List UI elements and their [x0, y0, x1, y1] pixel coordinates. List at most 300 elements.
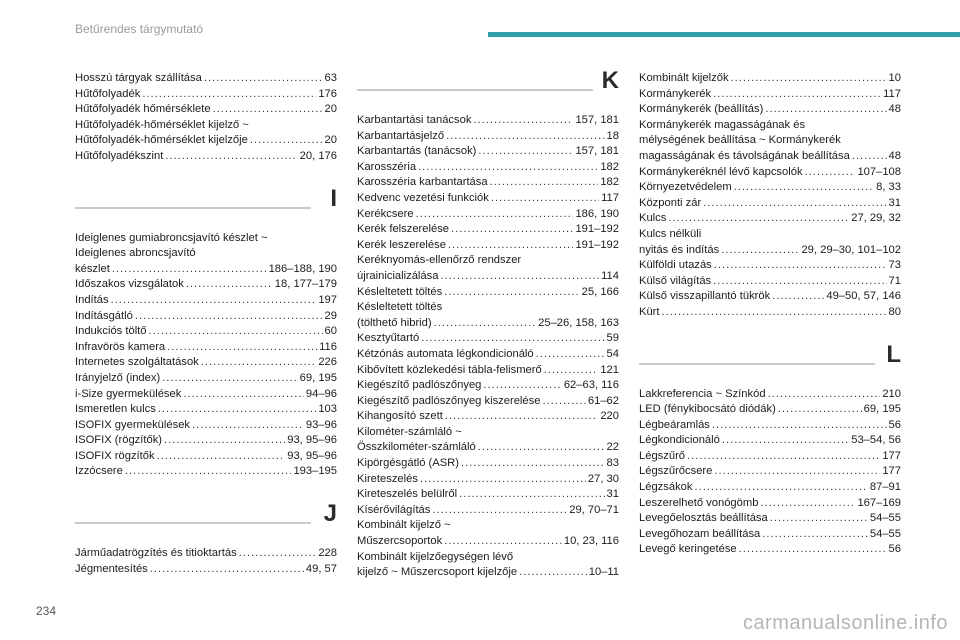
index-entry-name: Indukciós töltő [75, 325, 147, 338]
index-entry-name: kijelző ~ Műszercsoport kijelzője [357, 566, 518, 579]
dot-leader [250, 133, 323, 149]
index-entry-name: Internetes szolgáltatások [75, 356, 199, 369]
index-block [75, 231, 337, 481]
index-entry [357, 503, 619, 519]
dot-leader [213, 102, 323, 118]
index-entry [639, 87, 901, 103]
dot-leader [434, 316, 537, 332]
index-entry-pages: 54 [606, 347, 619, 360]
index-entry [639, 196, 901, 212]
dot-leader [445, 409, 599, 425]
dot-leader [111, 293, 317, 309]
index-entry [357, 487, 619, 503]
index-entry [357, 222, 619, 238]
dot-leader [478, 440, 605, 456]
index-entry-name: Karbantartás (tanácsok) [357, 145, 477, 158]
index-entry [357, 456, 619, 472]
index-entry-pages: 193–195 [293, 465, 337, 478]
index-entry-text-line: Keréknyomás-ellenőrző rendszer [357, 254, 522, 267]
index-entry-name: ISOFIX gyermekülések [75, 418, 191, 431]
index-entry-pages: 20, 176 [299, 149, 337, 162]
index-entry-pages: 80 [888, 305, 901, 318]
index-entry [639, 258, 901, 274]
letter-section-header [357, 67, 619, 103]
index-entry-name: Külső világítás [639, 274, 712, 287]
index-entry-pages: 177 [882, 465, 901, 478]
index-entry-pages: 226 [318, 356, 337, 369]
index-entry [75, 102, 337, 118]
dot-leader [542, 394, 585, 410]
index-entry [639, 274, 901, 290]
index-entry-name: Összkilométer-számláló [357, 441, 476, 454]
index-entry-pages: 48 [888, 103, 901, 116]
index-entry-pages: 69, 195 [299, 371, 337, 384]
index-entry [357, 144, 619, 160]
index-entry-name: Légkondicionáló [639, 434, 720, 447]
dot-leader [158, 402, 317, 418]
index-entry-pages: 54–55 [869, 527, 901, 540]
dot-leader [731, 71, 887, 87]
dot-leader [768, 387, 881, 403]
index-entry-name: Kormánykerék [639, 87, 712, 100]
watermark: carmanualsonline.info [742, 612, 948, 634]
index-entry-pages: 20 [324, 103, 337, 116]
index-entry-pages: 10–11 [588, 566, 619, 579]
index-entry [639, 402, 901, 418]
index-entry-name: Kireteszelés [357, 472, 418, 485]
index-entry [75, 262, 337, 278]
dot-leader [142, 87, 316, 103]
index-entry-name: Járműadatrögzítés és titioktartás [75, 547, 237, 560]
index-entry [75, 371, 337, 387]
index-entry-pages: 29 [324, 309, 337, 322]
index-entry-pages: 157, 181 [575, 114, 619, 126]
dot-leader [778, 402, 862, 418]
dot-leader [446, 129, 604, 145]
index-entry-pages: 49, 57 [305, 562, 337, 575]
index-entry-pages: 29, 29–30, 101–102 [801, 243, 901, 256]
dot-leader [712, 418, 887, 434]
index-block [639, 387, 901, 559]
index-entry-pages: 27, 30 [587, 472, 619, 485]
index-entry-text-line: Kilométer-számláló ~ [357, 425, 462, 438]
index-entry-name: Karbantartási tanácsok [357, 114, 472, 126]
letter-section-header [639, 340, 901, 377]
index-entry-name: Légszűrőcsere [639, 465, 713, 478]
index-entry [639, 433, 901, 449]
index-entry [639, 387, 901, 403]
dot-leader [519, 565, 587, 581]
index-entry-name: nyitás és indítás [639, 243, 720, 256]
section-divider [75, 207, 311, 209]
index-entry [357, 472, 619, 488]
section-letter: K [601, 67, 619, 94]
index-entry-name: Időszakos vizsgálatok [75, 278, 184, 291]
index-entry-pages: 71 [888, 274, 901, 287]
index-entry-pages: 53–54, 56 [851, 434, 901, 447]
dot-leader [186, 277, 273, 293]
dot-leader [448, 238, 574, 254]
index-entry-name: Indítás [75, 293, 109, 306]
index-entry-name: Késleltetett töltés [357, 285, 443, 298]
index-entry-pages: 27, 29, 32 [851, 212, 901, 225]
index-entry-pages: 29, 70–71 [569, 503, 619, 516]
index-entry [75, 402, 337, 418]
dot-leader [440, 269, 599, 285]
dot-leader [135, 309, 323, 325]
index-entry-name: Levegőelosztás beállítása [639, 512, 768, 525]
index-entry-pages: 157, 181 [575, 145, 619, 158]
index-entry-pages: 93, 95–96 [287, 449, 337, 462]
index-entry-name: Indításgátló [75, 309, 133, 322]
dot-leader [668, 211, 849, 227]
index-entry [357, 378, 619, 394]
index-entry-name: Kétzónás automata légkondicionáló [357, 347, 534, 360]
dot-leader [483, 378, 561, 394]
index-entry [639, 305, 901, 321]
index-entry-pages: 56 [888, 418, 901, 431]
index-entry-pages: 49–50, 57, 146 [826, 290, 901, 303]
index-entry [357, 113, 619, 129]
index-entry-pages: 83 [606, 457, 619, 470]
dot-leader [149, 324, 323, 340]
index-entry-pages: 18 [606, 129, 619, 142]
index-entry-name: Lakkreferencia ~ Színkód [639, 387, 766, 400]
dot-leader [239, 546, 317, 562]
section-divider [75, 522, 311, 524]
dot-leader [703, 196, 886, 212]
index-entry-name: Jégmentesítés [75, 562, 148, 575]
index-entry-name: Hűtőfolyadék-hőmérséklet kijelzője [75, 134, 248, 147]
index-entry [75, 87, 337, 103]
index-entry-pages: 191–192 [575, 238, 619, 251]
index-entry [357, 316, 619, 332]
dot-leader [162, 371, 297, 387]
index-entry-pages: 117 [883, 87, 901, 100]
dot-leader [770, 511, 868, 527]
index-entry [357, 129, 619, 145]
index-entry-name: Kedvenc vezetési funkciók [357, 191, 489, 204]
dot-leader [734, 180, 874, 196]
index-entry-name: Kireteszelés belülről [357, 488, 458, 501]
dot-leader [687, 449, 880, 465]
index-entry-pages: 117 [601, 191, 619, 204]
dot-leader [805, 165, 856, 181]
index-entry [639, 102, 901, 118]
index-entry-pages: 121 [600, 363, 619, 376]
index-column-1 [75, 71, 337, 577]
page-number: 234 [36, 604, 57, 618]
index-entry [357, 285, 619, 301]
dot-leader [451, 222, 573, 238]
index-entry [639, 527, 901, 543]
index-entry-pages: 186, 190 [575, 207, 619, 220]
index-entry-name: Irányjelző (index) [75, 371, 161, 384]
dot-leader [201, 355, 317, 371]
index-entry-name: Kulcs [639, 212, 667, 225]
index-entry [639, 511, 901, 527]
index-entry-pages: 60 [324, 325, 337, 338]
index-entry [639, 449, 901, 465]
index-entry-name: Kesztyűtartó [357, 332, 420, 345]
dot-leader [164, 433, 285, 449]
index-entry [639, 464, 901, 480]
index-entry-pages: 20 [324, 134, 337, 147]
dot-leader [714, 464, 880, 480]
index-entry-name: ISOFIX rögzítők [75, 449, 155, 462]
index-entry-pages: 182 [600, 176, 619, 189]
index-entry-pages: 22 [606, 441, 619, 454]
index-entry-pages: 116 [319, 340, 337, 353]
index-block [75, 546, 337, 577]
dot-leader [662, 305, 887, 321]
index-entry-name: Légzsákok [639, 481, 693, 494]
index-entry-pages: 48 [888, 149, 901, 162]
index-entry-pages: 228 [318, 547, 337, 560]
index-entry-name: Kerék felszerelése [357, 223, 450, 236]
index-entry [639, 211, 901, 227]
index-entry-pages: 94–96 [305, 387, 337, 400]
index-entry [75, 449, 337, 465]
index-entry [639, 480, 901, 496]
index-entry-pages: 93–96 [305, 418, 337, 431]
index-entry-name: Kormánykeréknél lévő kapcsolók [639, 165, 803, 178]
dot-leader [536, 347, 605, 363]
index-entry-name: Kiegészítő padlószőnyeg kiszerelése [357, 394, 541, 407]
index-entry-name: Hosszú tárgyak szállítása [75, 72, 202, 84]
dot-leader [490, 175, 599, 191]
index-entry-text-line: Hűtőfolyadék-hőmérséklet kijelző ~ [75, 118, 249, 131]
dot-leader [765, 102, 886, 118]
index-entry-pages: 10, 23, 116 [563, 535, 619, 548]
index-entry [75, 340, 337, 356]
index-entry-name: Környezetvédelem [639, 181, 732, 194]
index-entry-pages: 182 [600, 160, 619, 173]
index-entry-name: Karbantartásjelző [357, 129, 445, 142]
index-entry-name: Hűtőfolyadék [75, 87, 141, 100]
index-entry-name: Kombinált kijelzők [639, 72, 729, 84]
dot-leader [491, 191, 599, 207]
dot-leader [714, 258, 887, 274]
index-entry-name: ISOFIX (rögzítők) [75, 434, 163, 447]
index-block [357, 113, 619, 581]
index-entry [639, 149, 901, 165]
index-entry-pages: 31 [606, 488, 619, 501]
index-entry-name: Kibővített közlekedési tábla-felismerő [357, 363, 542, 376]
index-entry [75, 355, 337, 371]
letter-section-header [75, 184, 337, 221]
index-entry-pages: 25, 166 [581, 285, 619, 298]
index-entry-pages: 73 [888, 259, 901, 272]
index-entry [639, 542, 901, 558]
index-entry [639, 289, 901, 305]
index-entry-name: újrainicializálása [357, 269, 439, 282]
index-entry-pages: 107–108 [857, 165, 901, 178]
dot-leader [461, 456, 605, 472]
index-entry-pages: 61–62 [587, 394, 619, 407]
index-entry-pages: 176 [318, 87, 337, 100]
index-entry [357, 331, 619, 347]
index-entry-pages: 31 [888, 196, 901, 209]
dot-leader [420, 472, 586, 488]
dot-leader [852, 149, 887, 165]
index-entry-pages: 10 [888, 72, 901, 84]
index-entry-name: Infravörös kamera [75, 340, 166, 353]
index-entry-name: Kiegészítő padlószőnyeg [357, 379, 482, 392]
index-entry [639, 165, 901, 181]
index-entry [639, 243, 901, 259]
dot-leader [721, 243, 799, 259]
dot-leader [444, 534, 562, 550]
index-entry-pages: 8, 33 [876, 181, 901, 194]
dot-leader [722, 433, 849, 449]
index-entry-name: Műszercsoportok [357, 535, 443, 548]
index-entry [75, 324, 337, 340]
index-entry-name: Hűtőfolyadék hőmérséklete [75, 103, 211, 116]
header-accent-bar [488, 32, 960, 37]
dot-leader [157, 449, 286, 465]
index-entry [639, 496, 901, 512]
index-entry [639, 180, 901, 196]
index-entry-pages: 59 [606, 332, 619, 345]
index-entry [357, 409, 619, 425]
index-entry [357, 347, 619, 363]
index-entry-name: Karosszéria [357, 160, 417, 173]
index-entry-name: Kerékcsere [357, 207, 414, 220]
index-entry-name: Kísérővilágítás [357, 503, 431, 516]
dot-leader [165, 149, 297, 165]
dot-leader [760, 496, 855, 512]
index-entry-pages: 114 [601, 269, 619, 282]
index-entry-pages: 186–188, 190 [268, 262, 337, 275]
index-entry [357, 160, 619, 176]
dot-leader [772, 289, 824, 305]
index-entry-name: i-Size gyermekülések [75, 387, 182, 400]
dot-leader [478, 144, 573, 160]
index-entry-name: Kormánykerék (beállítás) [639, 103, 764, 116]
dot-leader [150, 562, 304, 578]
index-entry-name: LED (fénykibocsátó diódák) [639, 403, 776, 416]
index-entry-name: Légszűrő [639, 449, 686, 462]
index-entry-name: Külső visszapillantó tükrök [639, 290, 771, 303]
dot-leader [473, 113, 573, 129]
index-entry-pages: 69, 195 [863, 403, 901, 416]
dot-leader [739, 542, 887, 558]
index-entry-pages: 54–55 [869, 512, 901, 525]
index-entry [75, 464, 337, 480]
index-entry-pages: 25–26, 158, 163 [538, 316, 619, 329]
running-header: Betűrendes tárgymutató [75, 22, 204, 36]
index-entry-name: Kerék leszerelése [357, 238, 446, 251]
index-entry [75, 562, 337, 578]
index-entry [75, 418, 337, 434]
section-divider [639, 363, 875, 365]
index-entry [75, 387, 337, 403]
dot-leader [167, 340, 317, 356]
index-entry-pages: 63 [324, 72, 337, 84]
index-entry [75, 149, 337, 165]
index-entry [357, 207, 619, 223]
index-entry-pages: 18, 177–179 [274, 278, 337, 291]
index-entry [357, 394, 619, 410]
dot-leader [421, 331, 604, 347]
index-entry [357, 363, 619, 379]
index-entry-pages: 177 [882, 449, 901, 462]
dot-leader [544, 363, 599, 379]
index-entry-name: Ismeretlen kulcs [75, 403, 156, 416]
index-column-3 [639, 71, 901, 558]
index-entry-name: Kipörgésgátló (ASR) [357, 457, 459, 470]
index-entry-text-line: mélységének beállítása ~ Kormánykerék [639, 134, 841, 147]
dot-leader [695, 480, 868, 496]
index-entry-pages: 87–91 [869, 481, 901, 494]
index-column-2 [357, 67, 619, 581]
index-entry-text-line: Kulcs nélküli [639, 227, 702, 240]
index-entry-pages: 93, 95–96 [287, 434, 337, 447]
index-entry-text-line: Ideiglenes gumiabroncsjavító készlet ~ [75, 231, 268, 244]
index-entry-text-line: Ideiglenes abroncsjavító [75, 247, 196, 260]
section-letter: L [886, 340, 901, 368]
index-entry-name: Karosszéria karbantartása [357, 176, 488, 189]
index-entry [357, 440, 619, 456]
index-entry-text-line: Késleltetett töltés [357, 301, 443, 314]
index-entry-text-line: Kombinált kijelző ~ [357, 519, 451, 532]
index-entry [75, 133, 337, 149]
index-entry-name: Kihangosító szett [357, 410, 443, 423]
index-entry [75, 277, 337, 293]
section-letter: I [330, 184, 337, 212]
dot-leader [416, 207, 574, 223]
dot-leader [713, 274, 886, 290]
index-entry-pages: 197 [318, 293, 337, 306]
index-block [639, 71, 901, 321]
index-entry-name: Központi zár [639, 196, 702, 209]
dot-leader [762, 527, 868, 543]
index-entry-name: Hűtőfolyadékszint [75, 149, 164, 162]
dot-leader [112, 262, 267, 278]
index-entry-name: Külföldi utazás [639, 259, 712, 272]
index-entry [639, 71, 901, 87]
index-entry-pages: 167–169 [857, 496, 901, 509]
dot-leader [713, 87, 881, 103]
index-entry-name: magasságának és távolságának beállítása [639, 149, 850, 162]
index-entry-pages: 56 [888, 543, 901, 556]
dot-leader [204, 71, 323, 87]
index-entry-name: Kürt [639, 305, 660, 318]
dot-leader [125, 464, 292, 480]
dot-leader [432, 503, 567, 519]
index-entry [357, 534, 619, 550]
letter-section-header [75, 500, 337, 536]
index-entry-name: Izzócsere [75, 465, 123, 478]
index-entry [357, 238, 619, 254]
index-entry-name: (tölthető hibrid) [357, 316, 432, 329]
index-entry [357, 565, 619, 581]
index-entry [75, 546, 337, 562]
index-entry [75, 71, 337, 87]
index-entry-name: Levegő keringetése [639, 543, 737, 556]
dot-leader [444, 285, 579, 301]
index-entry-name: Levegőhozam beállítása [639, 527, 761, 540]
index-entry [75, 309, 337, 325]
index-entry [357, 175, 619, 191]
index-entry-text-line: Kormánykerék magasságának és [639, 118, 806, 131]
index-entry-name: Légbeáramlás [639, 418, 710, 431]
dot-leader [183, 387, 304, 403]
index-entry-pages: 220 [600, 410, 619, 423]
index-entry-pages: 62–63, 116 [563, 379, 619, 392]
index-entry [357, 269, 619, 285]
